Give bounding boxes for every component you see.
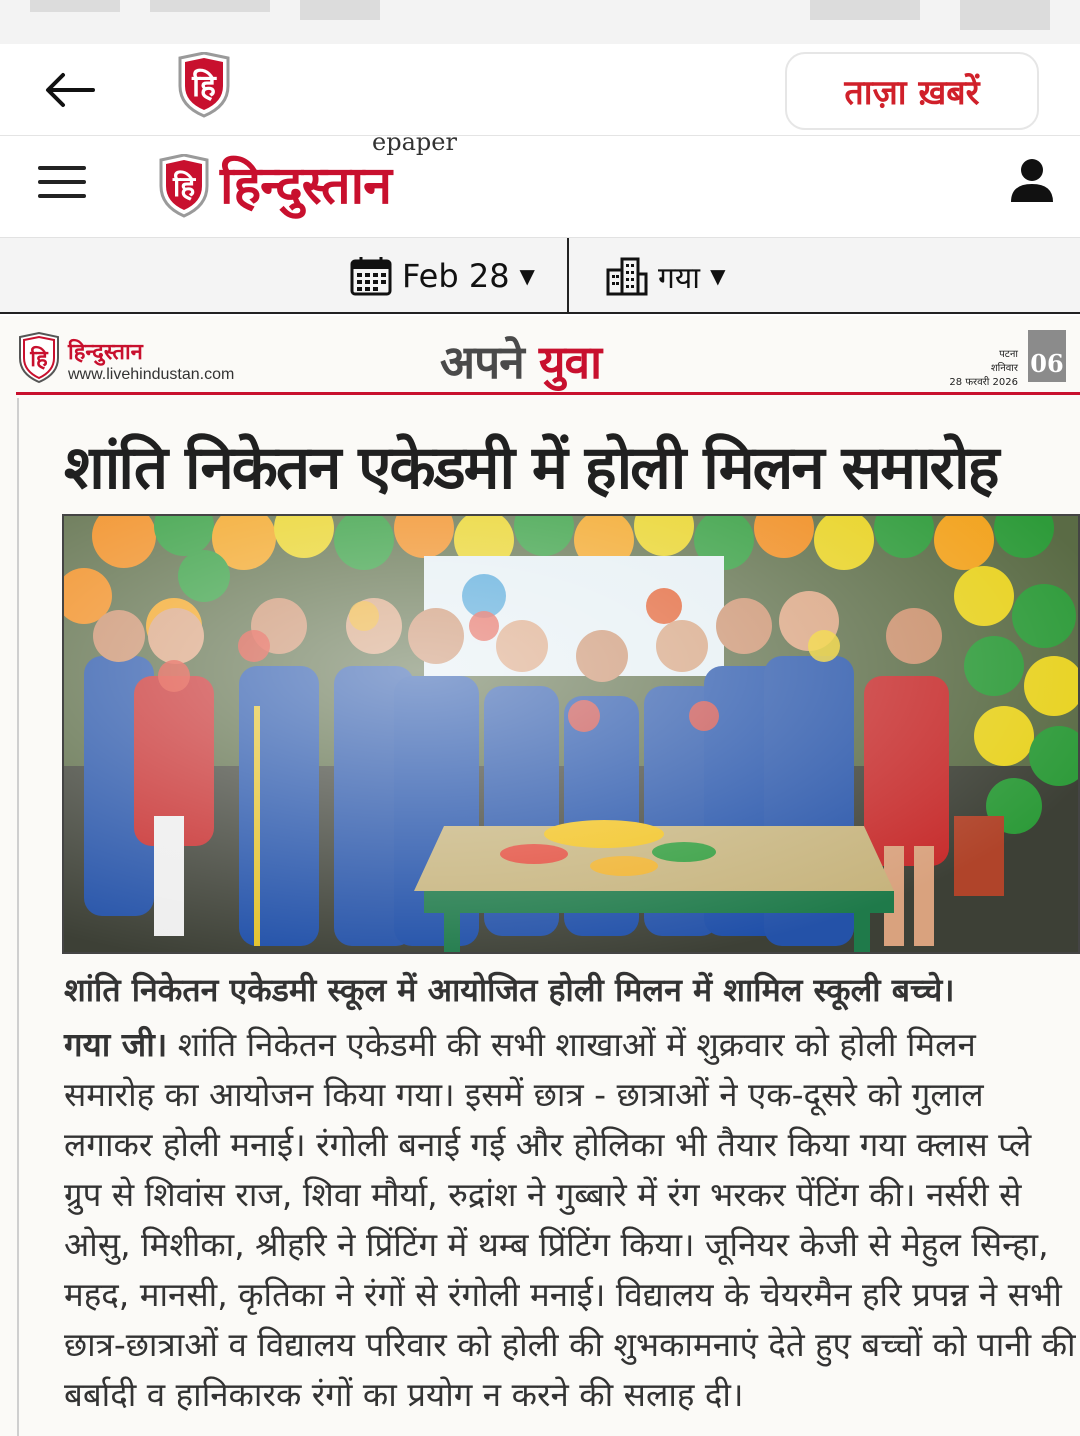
app-bar [0, 44, 1080, 136]
section-title-part1: अपने [440, 335, 524, 389]
section-title-part2: युवा [538, 335, 601, 389]
header-rule [16, 392, 1080, 395]
column-rule [17, 398, 19, 1436]
user-icon[interactable] [1008, 156, 1056, 204]
selector-divider [567, 238, 569, 312]
status-strip [0, 0, 1080, 44]
page-meta [936, 348, 1018, 390]
calendar-icon [350, 256, 392, 296]
svg-text:हि: हि [30, 347, 48, 372]
article-photo [62, 514, 1080, 954]
hamburger-icon [38, 166, 86, 170]
status-blur [150, 0, 270, 12]
page-day: शनिवार [990, 363, 1018, 374]
section-title [440, 330, 601, 392]
edition-selector[interactable] [606, 254, 725, 298]
hindustan-shield-icon [18, 332, 60, 384]
status-blur [960, 0, 1050, 30]
photo-illustration [64, 516, 1080, 954]
edition-value: गया [658, 260, 701, 296]
back-button[interactable] [40, 68, 100, 112]
article-body-text: शांति निकेतन एकेडमी की सभी शाखाओं में शुक्रवार को होली मिलन समारोह का आयोजन किया गया। इसमें छात्र - छात्राओं ने एक-दूसरे को गुलाल लगाकर होली मनाई। रंगोली बनाई गई और होलिका भी तैयार किया गया क्लास प्ले ग्रुप से शिवांस राज, शिवा मौर्या, रुद्रांश ने गुब्बारे में रंग भरकर पेंटिंग की। नर्सरी से ओसु, मिशीका, श्रीहरि ने प्रिंटिंग में थम्ब प्रिंटिंग किया। जूनियर केजी से मेहुल सिन्हा, महद, मानसी, कृतिका ने रंगों से रंगोली मनाई। विद्यालय के चेयरमैन हरि प्रपन्न ने सभी छात्र-छात्राओं व विद्यालय परिवार को होली की शुभकामनाएं देते हुए बच्चों को पानी की बर्बादी व हानिकारक रंगों का प्रयोग न करने की सलाह दी। [64, 1025, 1076, 1414]
photo-caption: शांति निकेतन एकेडमी स्कूल में आयोजित होली मिलन में शामिल स्कूली बच्चे। [64, 971, 955, 1009]
masthead-subtitle: epaper [372, 128, 457, 156]
caret-down-icon: ▼ [710, 264, 726, 288]
hamburger-icon [38, 180, 86, 184]
status-blur [810, 0, 920, 20]
date-selector[interactable] [350, 254, 535, 298]
page-city: पटना [999, 349, 1018, 360]
article-body [64, 1020, 1076, 1420]
masthead [0, 128, 1080, 238]
latest-news-label: ताज़ा ख़बरें [844, 73, 980, 113]
article-dateline: गया जी। [64, 1025, 168, 1064]
page-number: 06 [1028, 330, 1066, 382]
page-url: www.livehindustan.com [68, 366, 235, 383]
selector-bar [0, 238, 1080, 314]
caret-down-icon: ▼ [519, 264, 535, 288]
hindustan-shield-icon [158, 154, 210, 218]
svg-text:हि: हि [172, 170, 196, 203]
svg-text:हि: हि [192, 69, 216, 104]
page-date: 28 फरवरी 2026 [949, 377, 1018, 388]
epaper-page[interactable] [0, 316, 1080, 1436]
page-brand: हिन्दुस्तान [68, 339, 143, 365]
article-headline: शांति निकेतन एकेडमी में होली मिलन समारोह [64, 433, 998, 503]
hindustan-logo-icon[interactable] [176, 52, 232, 118]
menu-button[interactable] [38, 162, 86, 202]
page-header [0, 316, 1080, 394]
latest-news-button[interactable] [785, 52, 1039, 130]
buildings-icon [606, 256, 648, 296]
arrow-left-icon [45, 72, 95, 108]
date-value: Feb 28 [402, 257, 510, 295]
hamburger-icon [38, 194, 86, 198]
status-blur [300, 0, 380, 20]
masthead-title[interactable]: हिन्दुस्तान [220, 155, 391, 216]
status-blur [30, 0, 120, 12]
